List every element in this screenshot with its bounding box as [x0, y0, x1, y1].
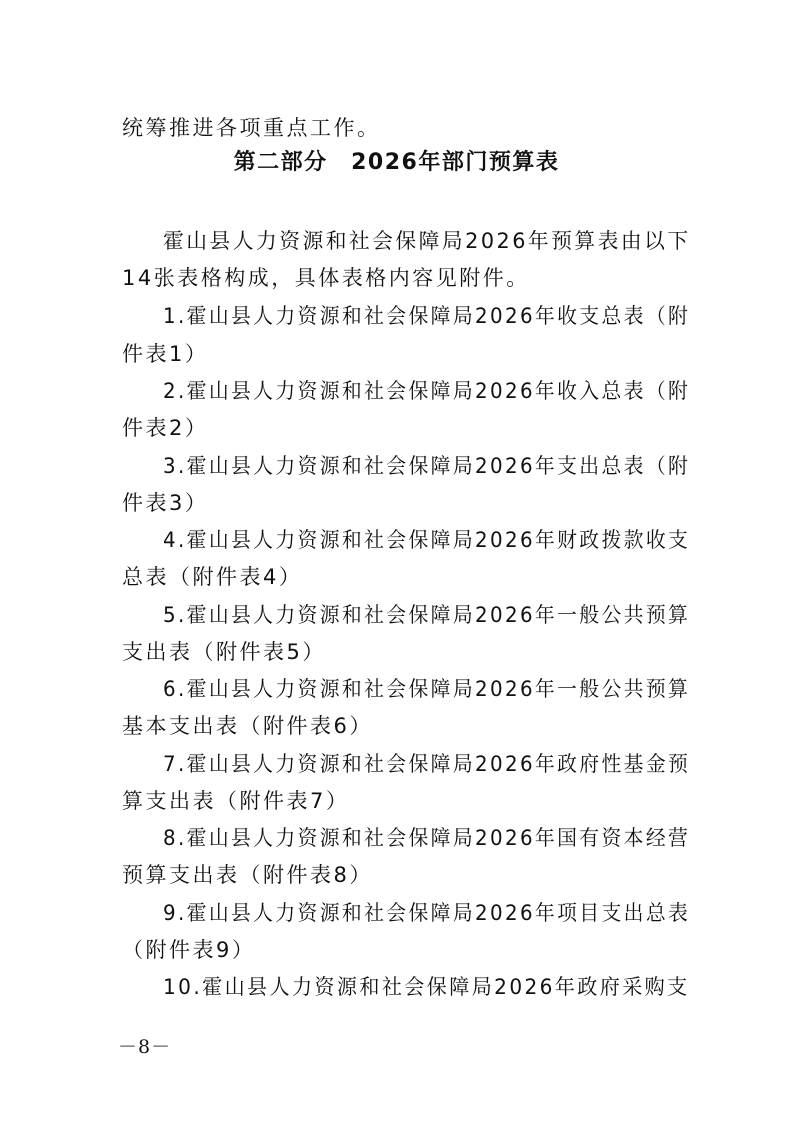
list-item-1-line-2: 件表1）	[122, 342, 209, 366]
section-title: 第二部分 2026年部门预算表	[233, 150, 560, 175]
list-item-3-line-2: 件表3）	[122, 491, 209, 515]
intro-line-1: 霍山县人力资源和社会保障局2026年预算表由以下	[163, 229, 691, 253]
list-item-7-line-2: 算支出表（附件表7）	[122, 789, 350, 813]
list-item-8-line-2: 预算支出表（附件表8）	[122, 863, 373, 887]
list-item-8-line-1: 8.霍山县人力资源和社会保障局2026年国有资本经营	[163, 826, 691, 850]
list-item-1-line-1: 1.霍山县人力资源和社会保障局2026年收支总表（附	[163, 304, 691, 328]
list-item-5-line-2: 支出表（附件表5）	[122, 640, 326, 664]
list-item-2-line-2: 件表2）	[122, 416, 209, 440]
list-item-6-line-2: 基本支出表（附件表6）	[122, 714, 373, 738]
list-item-2-line-1: 2.霍山县人力资源和社会保障局2026年收入总表（附	[163, 379, 691, 403]
list-item-10-line-1: 10.霍山县人力资源和社会保障局2026年政府采购支	[163, 975, 690, 999]
lead-line: 统筹推进各项重点工作。	[122, 116, 381, 140]
list-item-5-line-1: 5.霍山县人力资源和社会保障局2026年一般公共预算	[163, 603, 691, 627]
list-item-4-line-2: 总表（附件表4）	[122, 565, 303, 589]
list-item-7-line-1: 7.霍山县人力资源和社会保障局2026年政府性基金预	[163, 752, 691, 776]
list-item-9-line-2: （附件表9）	[122, 938, 256, 962]
list-item-4-line-1: 4.霍山县人力资源和社会保障局2026年财政拨款收支	[163, 528, 691, 552]
list-item-3-line-1: 3.霍山县人力资源和社会保障局2026年支出总表（附	[163, 454, 691, 478]
list-item-6-line-1: 6.霍山县人力资源和社会保障局2026年一般公共预算	[163, 677, 691, 701]
page-number: －8－	[118, 1036, 172, 1058]
list-item-9-line-1: 9.霍山县人力资源和社会保障局2026年项目支出总表	[163, 901, 691, 925]
intro-line-2: 14张表格构成，具体表格内容见附件。	[122, 266, 530, 290]
